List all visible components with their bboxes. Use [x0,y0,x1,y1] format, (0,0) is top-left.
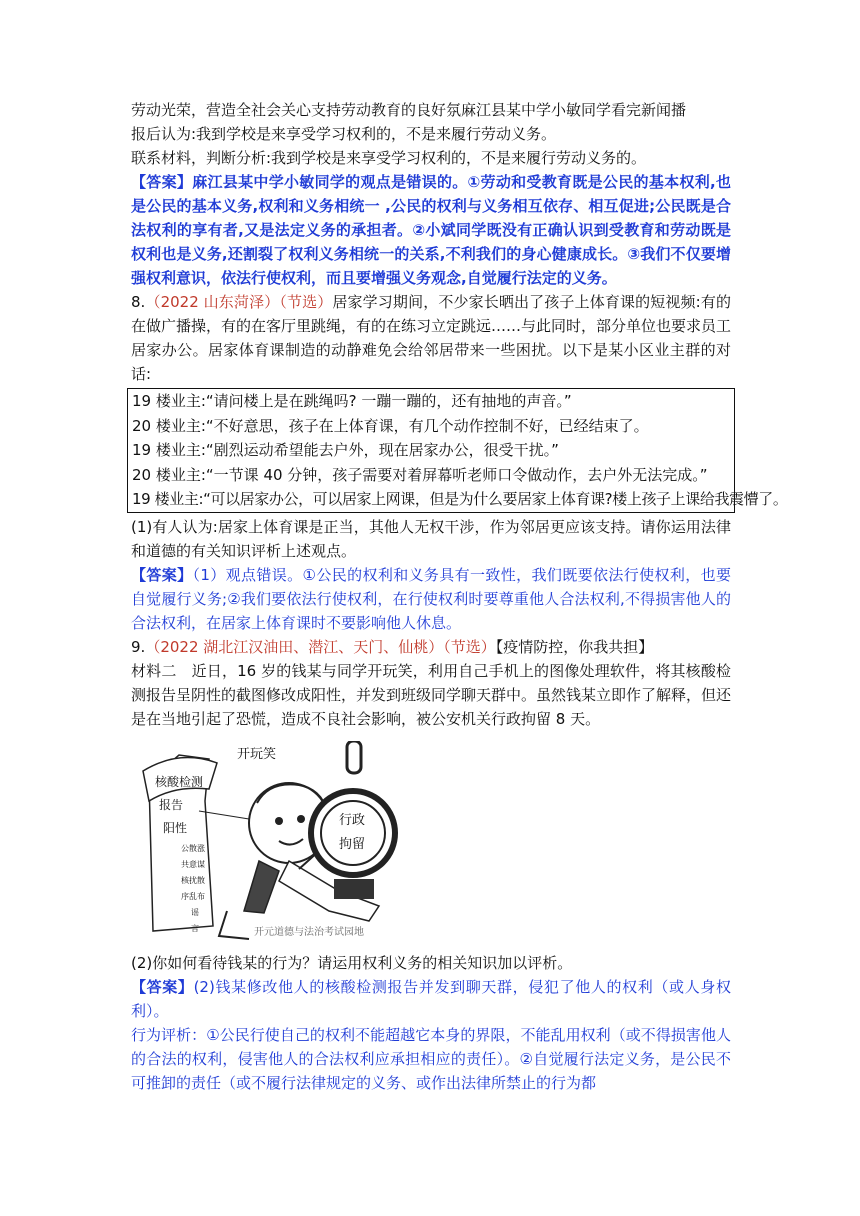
question-text: 居家学习期间，不少家长晒出了孩子上体育课的短视频:有的在做广播操，有的在客厅里跳绳，有的在练习立定跳远……与此同时，部分单位也要求员工居家办公。居家体育课制造的动静难免会给邻居带来一些困扰。以下是某小区业主群的对话: [131,293,732,383]
question-topic: 【疫情防控，你我共担】 [495,637,654,656]
answer-tag: 【答案】 [131,173,193,191]
sub-question: (1)有人认为:居家上体育课是正当，其他人无权干涉，作为邻居更应该支持。请你运用法律和道德的有关知识评析上述观点。 [131,517,731,560]
question-source: （2022 湖北江汉油田、潜江、天门、仙桃）（节选） [145,637,496,656]
dialogue-line: 20 楼业主:“不好意思，孩子在上体育课，有几个动作控制不好，已经结束了。 [132,416,649,435]
cuff-lock [334,879,374,899]
answer-text: (2)钱某修改他人的核酸检测报告并发到聊天群，侵犯了他人的权利（或人身权利）。 [131,977,731,1020]
answer-text: 麻江县某中学小敏同学的观点是错误的。①劳动和受教育既是公民的基本权利,也是公民的基本义务,权利和义务相统一 ,公民的权利与义务相互依存、相互促进;公民既是合法权利的享有者,又是法定义务的承担者。②小斌同学既没有正确认识到受教育和劳动既是权利也是义务,还割裂了权利义务相统一的关系,不利我们的身心健康成长。③我们不仅要增强权利意识，依法行使权利，而且要增强义务观念,自觉履行法定的义务。 [131,173,731,287]
document-page [131,98,788,1095]
cuff-label-line2: 拘留 [339,836,366,852]
report-list-item: 公散涨 [181,843,205,853]
dialogue-line: 19 楼业主:“剧烈运动希望能去户外，现在居家办公，很受干扰。” [132,441,559,459]
report-list-item: 核扰散 [181,875,205,885]
report-list [181,841,205,937]
intro-line: 联系材料，判断分析:我到学校是来享受学习权利的，不是来履行劳动义务的。 [131,149,647,167]
intro-line: 报后认为:我到学校是来享受学习权利的，不是来履行劳动义务。 [131,125,557,143]
answer-analysis: 行为评析：①公民行使自己的权利不能超越它本身的界限，不能乱用权利（或不得损害他人的合法的权利，侵害他人的合法权利应承担相应的责任）。②自觉履行法定义务，是公民不可推卸的责任（或不履行法律规定的义务、或作出法律所禁止的行为都 [131,1025,731,1092]
report-list-item: 言 [191,923,199,933]
cuff-chain [347,741,361,773]
dialogue-box [127,388,788,513]
question-number: 8. [131,293,146,311]
answer-3 [131,975,731,1023]
question-8 [131,290,731,386]
answer-tag: 【答案】 [131,977,194,996]
intro-line: 劳动光荣，营造全社会关心支持劳动教育的良好氛麻江县某中学小敏同学看完新闻播 [131,101,687,119]
material-text: 材料二 近日，16 岁的钱某与同学开玩笑，利用自己手机上的图像处理软件，将其核酸检测报告呈阴性的截图修改成阳性，并发到班级同学聊天群中。虽然钱某立即作了解释，但还是在当地引起了恐慌，造成不良社会影响，被公安机关行政拘留 8 天。 [131,661,732,728]
watermark: 开元道德与法治考试园地 [254,926,364,938]
question-9 [131,635,731,659]
cartoon-illustration [139,741,409,941]
report-subtitle: 报告 [159,797,184,812]
answer-tag: 【答案】 [131,565,193,584]
dialogue-line: 19 楼业主:“可以居家办公，可以居家上网课，但是为什么要居家上体育课?楼上孩子上课给我震懵了。 [132,490,788,508]
question-number: 9. [131,637,146,656]
answer-text: （1）观点错误。①公民的权利和义务具有一致性，我们既要依法行使权利，也要自觉履行义务;②我们要依法行使权利，在行使权利时要尊重他人合法权利,不得损害他人的合法权利，在居家上体育课时不要影响他人休息。 [131,565,731,632]
cartoon-svg [139,741,409,941]
report-list-item: 共意谋 [181,859,205,869]
report-list-item: 序乱布 [181,891,205,901]
answer-1 [131,170,731,290]
dialogue-line: 19 楼业主:“请问楼上是在跳绳吗? 一蹦一蹦的，还有抽地的声音。” [132,392,572,410]
report-list-item: 谣 [191,907,199,917]
joke-label: 开玩笑 [237,746,277,762]
question-source: （2022 山东菏泽）（节选） [145,293,333,311]
report-title: 核酸检测 [155,774,204,789]
answer-2 [131,563,731,635]
sub-question: (2)你如何看待钱某的行为？请运用权利义务的相关知识加以评析。 [131,953,573,972]
cuff-label-line1: 行政 [339,812,366,828]
report-result: 阳性 [163,820,188,835]
dialogue-line: 20 楼业主:“一节课 40 分钟，孩子需要对着屏幕听老师口令做动作，去户外无法完成。” [132,465,708,484]
